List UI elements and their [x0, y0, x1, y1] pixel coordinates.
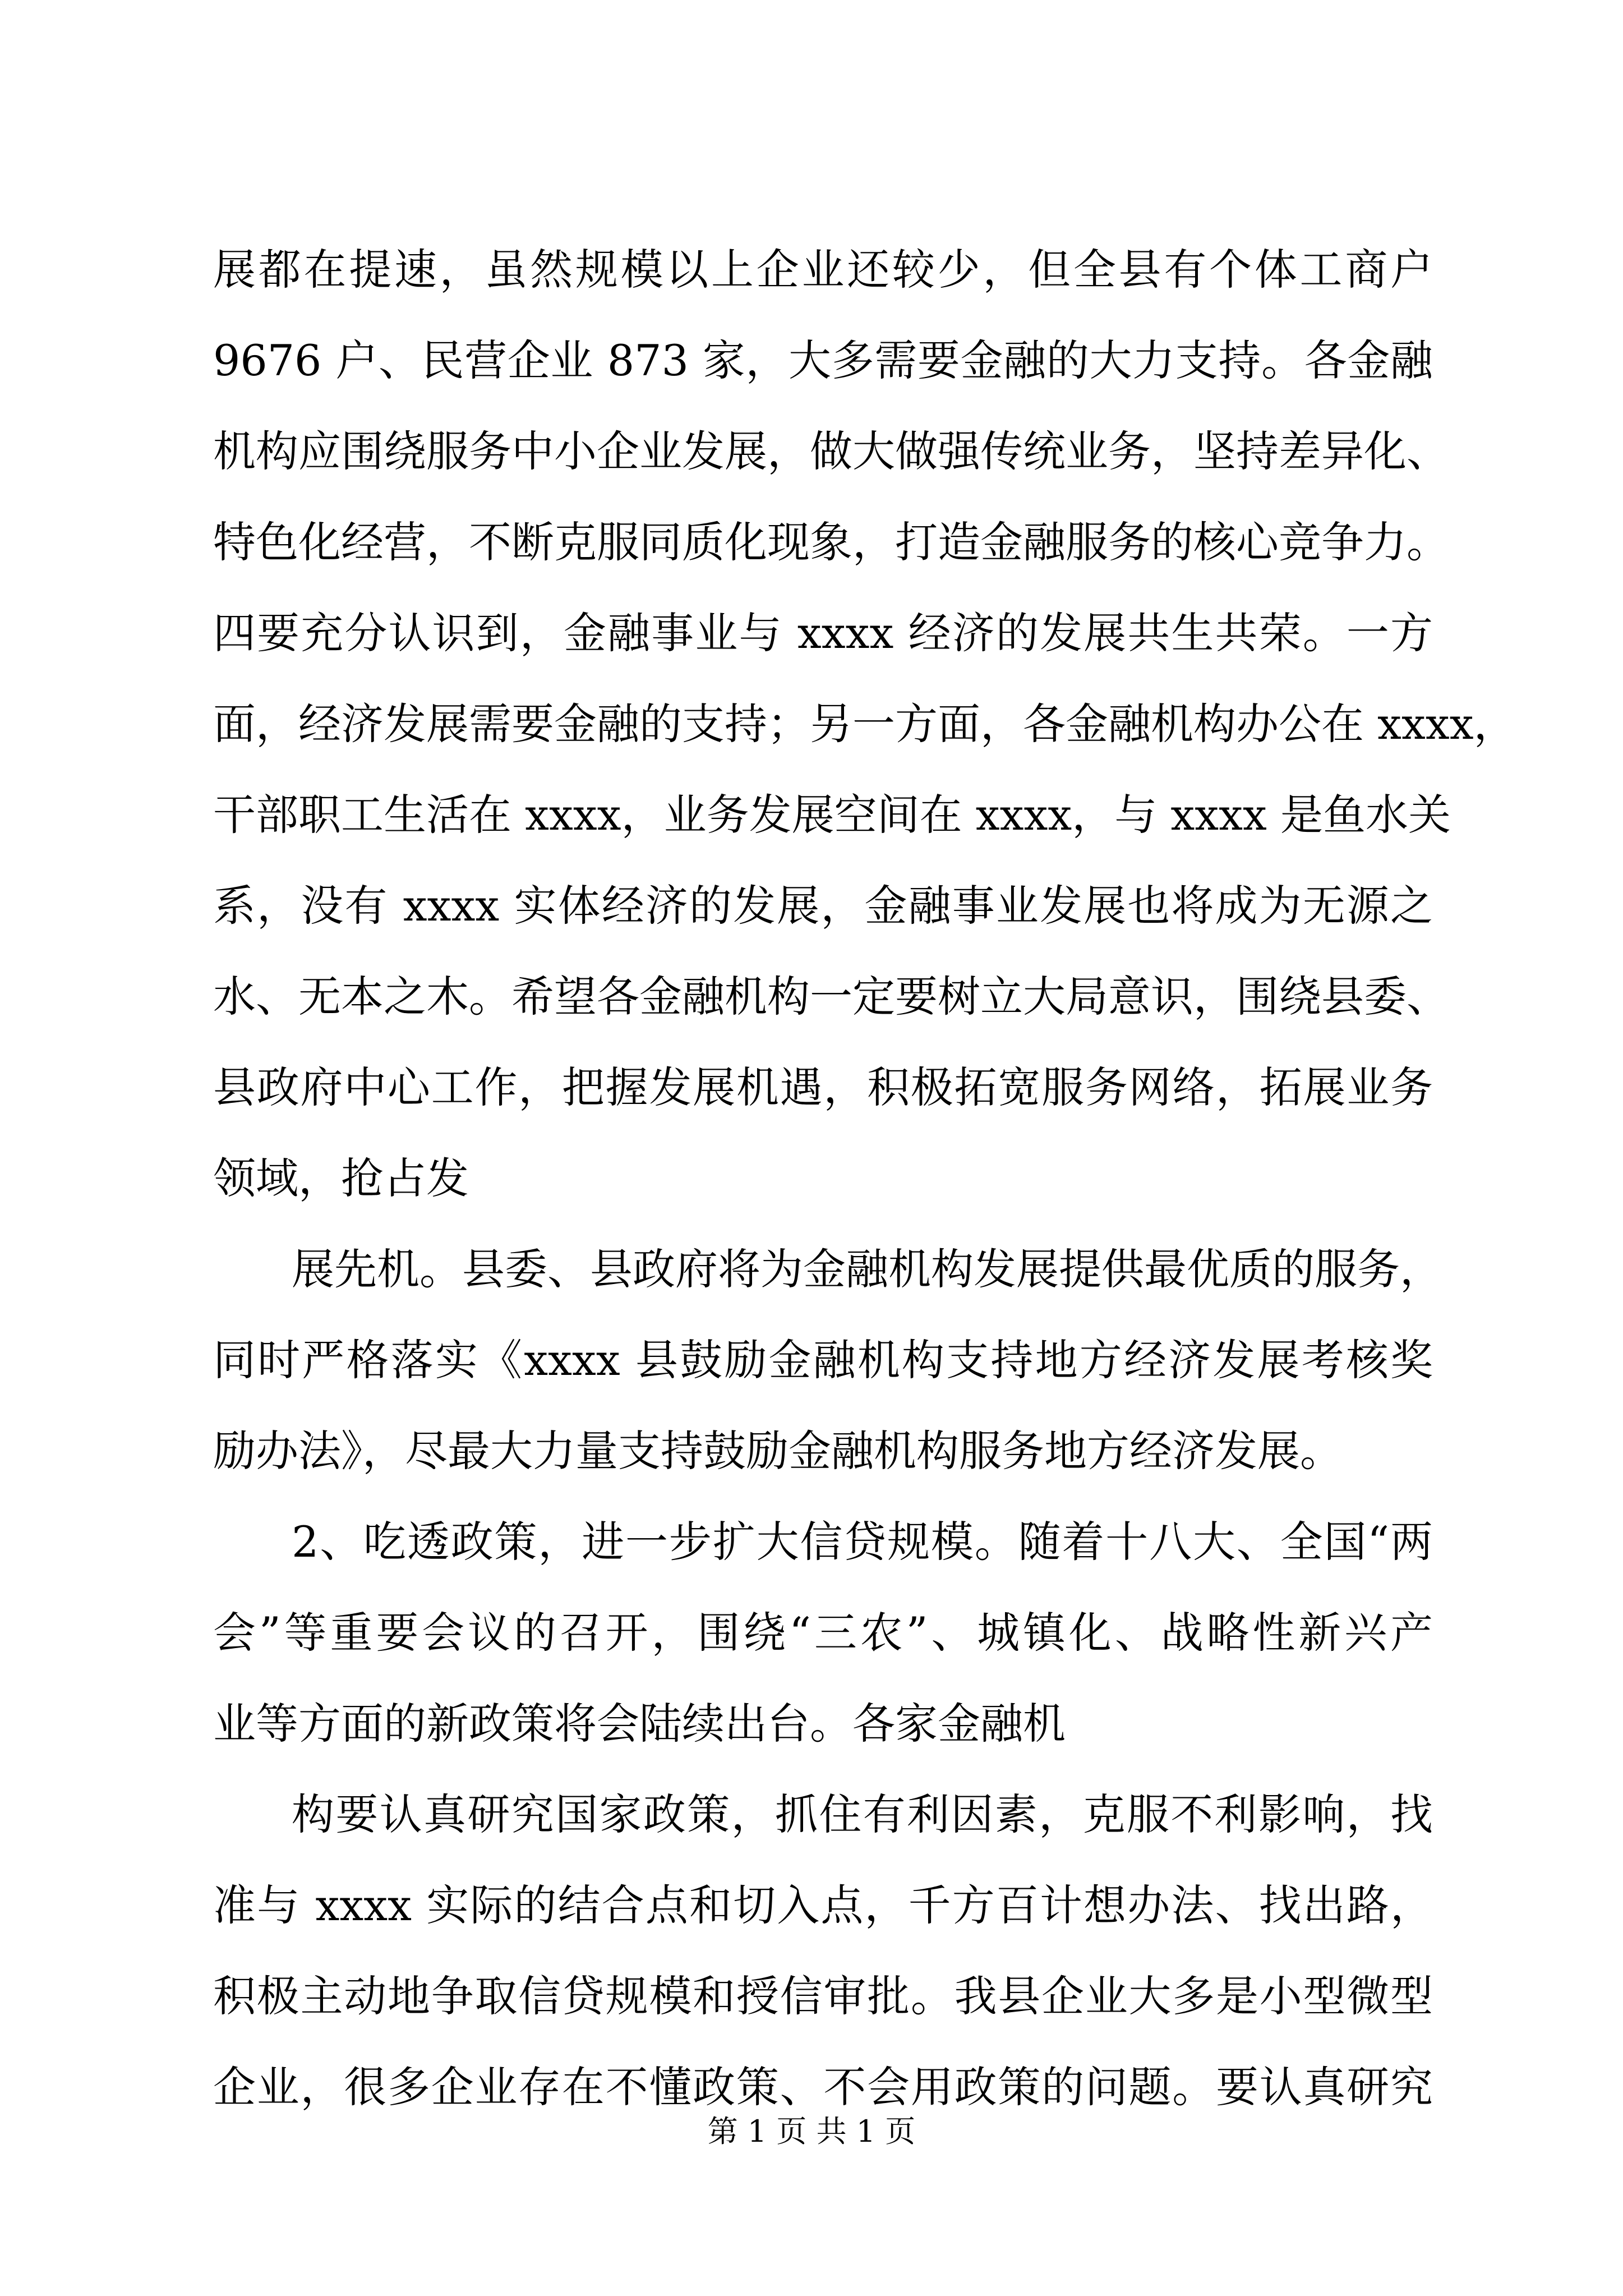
text-line: 干部职工生活在 xxxx，业务发展空间在 xxxx，与 xxxx 是鱼水关 [213, 790, 1451, 840]
text-line: 9676 户、民营企业 873 家，大多需要金融的大力支持。各金融 [213, 335, 1433, 385]
page-number-label: 第 1 页 共 1 页 [707, 2114, 916, 2149]
text-line: 积极主动地争取信贷规模和授信审批。我县企业大多是小型微型 [213, 1971, 1433, 2021]
text-line: 业等方面的新政策将会陆续出台。各家金融机 [213, 1699, 1066, 1749]
text-line: 会”等重要会议的召开，围绕“三农”、城镇化、战略性新兴产 [213, 1608, 1433, 1658]
text-line: 系，没有 xxxx 实体经济的发展，金融事业发展也将成为无源之 [213, 881, 1433, 931]
text-line: 准与 xxxx 实际的结合点和切入点，千方百计想办法、找出路， [213, 1880, 1433, 1930]
paragraph-start-line: 2、吃透政策，进一步扩大信贷规模。随着十八大、全国“两 [292, 1517, 1433, 1567]
text-line: 励办法》，尽最大力量支持鼓励金融机构服务地方经济发展。 [213, 1426, 1343, 1476]
text-line: 展都在提速，虽然规模以上企业还较少，但全县有个体工商户 [213, 245, 1433, 295]
text-line: 企业，很多企业存在不懂政策、不会用政策的问题。要认真研究 [213, 2062, 1433, 2112]
text-line: 机构应围绕服务中小企业发展，做大做强传统业务，坚持差异化、 [213, 426, 1449, 476]
paragraph-start-line: 构要认真研究国家政策，抓住有利因素，克服不利影响，找 [292, 1789, 1433, 1839]
body-text [213, 224, 1516, 2133]
text-line: 面，经济发展需要金融的支持；另一方面，各金融机构办公在 xxxx， [213, 699, 1516, 749]
text-line: 领域，抢占发 [213, 1153, 469, 1203]
paragraph-start-line: 展先机。县委、县政府将为金融机构发展提供最优质的服务， [292, 1244, 1442, 1294]
text-line: 水、无本之木。希望各金融机构一定要树立大局意识，围绕县委、 [213, 972, 1449, 1022]
text-line: 县政府中心工作，把握发展机遇，积极拓宽服务网络，拓展业务 [213, 1062, 1433, 1112]
page-footer [0, 2109, 1623, 2154]
text-line: 四要充分认识到，金融事业与 xxxx 经济的发展共生共荣。一方 [213, 608, 1433, 658]
text-line: 特色化经营，不断克服同质化现象，打造金融服务的核心竞争力。 [213, 517, 1449, 567]
text-line: 同时严格落实《xxxx 县鼓励金融机构支持地方经济发展考核奖 [213, 1335, 1433, 1385]
